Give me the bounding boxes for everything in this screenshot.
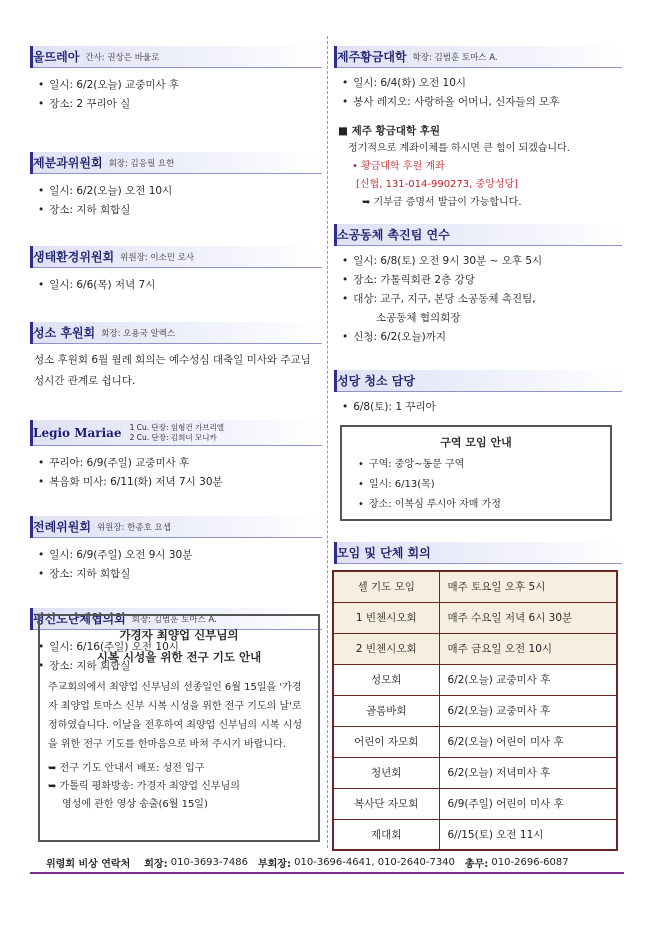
- section-title: 성당 청소 담당: [337, 374, 415, 388]
- footer-label: 위령회 비상 연락처: [46, 858, 131, 870]
- table-row: [333, 788, 617, 819]
- section-header: [334, 542, 622, 564]
- meeting-time: 6//15(토) 오전 11시: [439, 819, 617, 850]
- section-title: 성소 후원회: [33, 326, 96, 340]
- list-item: • 대상: 교구, 지구, 본당 소공동체 촉진팀,: [342, 290, 622, 309]
- prayer-note-2: ➥ 가톨릭 평화방송: 가경자 최양업 신부님의: [48, 781, 240, 792]
- footer-key-1: 회장:: [144, 858, 168, 870]
- meeting-name: 2 빈첸시오회: [333, 633, 439, 664]
- list-item: • 일시: 6/2(오늘) 오전 10시: [38, 182, 322, 201]
- section-title: 생태환경위원회: [33, 250, 115, 264]
- meeting-name: 성모회: [333, 664, 439, 695]
- footer-value-3: 010-2696-6087: [491, 856, 569, 868]
- table-row: [333, 695, 617, 726]
- meeting-time: 매주 수요일 저녁 6시 30분: [439, 602, 617, 633]
- prayer-title-1: 가경자 최양업 신부님의: [119, 628, 239, 642]
- section-header: [30, 152, 322, 174]
- meeting-name: 셀 기도 모임: [333, 571, 439, 602]
- meeting-time: 매주 금요일 오전 10시: [439, 633, 617, 664]
- legio-leader-1: 1 Cu. 단장: 임형건 가브리엘: [129, 422, 224, 432]
- section-title: 평신도단체협의회: [33, 612, 126, 626]
- section-header: [334, 224, 622, 246]
- right-column: [334, 46, 622, 417]
- meeting-time: 6/2(오늘) 교중미사 후: [439, 664, 617, 695]
- list-item: • 일시: 6/9(주일) 오전 9시 30분: [38, 546, 322, 565]
- section-header: [30, 46, 322, 68]
- meeting-name: 어린이 자모회: [333, 726, 439, 757]
- section-title: 전례위원회: [33, 520, 91, 534]
- section-title: 제주황금대학: [337, 50, 407, 64]
- section-title: 모임 및 단체 회의: [337, 546, 431, 560]
- list-item: • 장소: 지하 회합실: [38, 565, 322, 584]
- support-line-1: 정기적으로 계좌이체를 하시면 큰 힘이 되겠습니다.: [348, 143, 570, 154]
- section-header: [334, 370, 622, 392]
- legio-leaders: [130, 423, 224, 443]
- meeting-time: 6/2(오늘) 저녁미사 후: [439, 757, 617, 788]
- list-item: • 장소: 지하 회합실: [38, 201, 322, 220]
- section-header: [30, 420, 322, 446]
- list-item: • 꾸리아: 6/9(주일) 교중미사 후: [38, 454, 322, 473]
- meeting-time: 6/2(오늘) 어린이 미사 후: [439, 726, 617, 757]
- section-committee-1: [30, 152, 322, 224]
- section-ultreya: [30, 46, 322, 126]
- support-notice: [334, 112, 622, 224]
- support-line-4: ➥ 기부금 증명서 발급이 가능합니다.: [362, 197, 522, 208]
- list-item: • 6/8(토): 1 꾸리아: [342, 398, 622, 417]
- section-liturgy: [30, 516, 322, 588]
- meeting-name: 골롬바회: [333, 695, 439, 726]
- table-row: [333, 664, 617, 695]
- section-subtitle: 위원장: 한종호 요셉: [96, 522, 171, 533]
- section-header: [334, 46, 622, 68]
- prayer-paragraph: 주교회의에서 최양업 신부님의 선종일인 6월 15일을 '가경자 최양업 토마스 신부 시복 시성을 위한 전구 기도의 날'로 정하였습니다. 이날을 전후하여 최양업 신부님의 시복 시성을 위한 전구 기도를 한마음으로 바쳐 주시기 바랍니다.: [48, 682, 303, 750]
- section-subtitle: 회장: 오용국 알렉스: [101, 328, 176, 339]
- table-row: [333, 819, 617, 850]
- list-item: • 구역: 중앙~동문 구역: [358, 455, 600, 475]
- meeting-time: 6/2(오늘) 교중미사 후: [439, 695, 617, 726]
- section-paragraph: 성소 후원회 6월 월례 회의는 예수성심 대축일 미사와 주교님 성시간 관계로 쉽니다.: [34, 354, 311, 387]
- section-subtitle: 회장: 김응필 요한: [108, 158, 175, 169]
- zone-meeting-box: [340, 425, 612, 521]
- footer-key-2: 부회장:: [257, 858, 291, 870]
- prayer-note-3: 영성에 관한 영상 송출(6월 15일): [62, 799, 208, 810]
- list-item: • 장소: 2 꾸리아 실: [38, 95, 322, 114]
- list-item: • 장소: 지하 회합실: [38, 657, 322, 676]
- section-header: [30, 246, 322, 268]
- left-column: [30, 46, 322, 676]
- support-account-label: • 황금대학 후원 계좌: [352, 161, 445, 172]
- prayer-note-1: ➥ 전구 기도 안내서 배포: 성전 입구: [48, 763, 205, 774]
- legio-leader-2: 2 Cu. 단장: 김희녀 모니카: [129, 432, 217, 442]
- list-item: • 일시: 6/2(오늘) 교중미사 후: [38, 76, 322, 95]
- meeting-name: 제대회: [333, 819, 439, 850]
- column-divider: [327, 36, 328, 848]
- meeting-name: 복사단 자모회: [333, 788, 439, 819]
- list-item: • 봉사 레지오: 사랑하올 어머니, 신자들의 모후: [342, 93, 622, 112]
- list-item: • 일시: 6/4(화) 오전 10시: [342, 74, 622, 93]
- table-row: [333, 602, 617, 633]
- footer-key-3: 총무:: [464, 858, 489, 870]
- section-ecology: [30, 246, 322, 302]
- section-title: 울뜨레아: [33, 50, 80, 64]
- section-cleaning: [334, 370, 622, 417]
- section-subtitle: 간사: 권상은 바울로: [85, 52, 160, 63]
- support-account: [신협, 131-014-990273, 중앙성당]: [356, 179, 519, 190]
- section-title: 소공동체 촉진팀 연수: [337, 228, 450, 242]
- footer-value-2: 010-3696-4641, 010-2640-7340: [294, 856, 455, 868]
- section-vocation: [30, 322, 322, 398]
- table-row: [333, 633, 617, 664]
- section-legio: [30, 420, 322, 496]
- support-title: ■ 제주 황금대학 후원: [338, 125, 441, 137]
- list-item: • 일시: 6/8(토) 오전 9시 30분 ~ 오후 5시: [342, 252, 622, 271]
- list-item: • 일시: 6/13(목): [358, 475, 600, 495]
- section-title: Legio Mariae: [33, 425, 122, 440]
- zone-title: 구역 모임 안내: [440, 436, 512, 449]
- section-meetings: [334, 542, 622, 564]
- table-row: [333, 571, 617, 602]
- meeting-time: 6/9(주일) 어린이 미사 후: [439, 788, 617, 819]
- meeting-name: 1 빈첸시오회: [333, 602, 439, 633]
- section-header: [30, 322, 322, 344]
- list-item: • 장소: 가톨릭회관 2층 강당: [342, 271, 622, 290]
- section-subtitle: 회장: 김범훈 토마스 A.: [131, 614, 217, 625]
- list-item: • 일시: 6/6(목) 저녁 7시: [38, 276, 322, 295]
- section-golden-college: [334, 46, 622, 112]
- section-title: 제분과위원회: [33, 156, 103, 170]
- table-row: [333, 757, 617, 788]
- meeting-name: 청년회: [333, 757, 439, 788]
- table-row: [333, 726, 617, 757]
- section-header: [30, 516, 322, 538]
- prayer-notice-box: [38, 614, 320, 842]
- prayer-title-2: 시복 시성을 위한 전구 기도 안내: [96, 650, 262, 664]
- meetings-table: [332, 570, 618, 851]
- section-subtitle: 학장: 김범훈 토마스 A.: [412, 52, 498, 63]
- list-item-indent: 소공동체 협의회장: [376, 312, 461, 324]
- list-item: • 복음화 미사: 6/11(화) 저녁 7시 30분: [38, 473, 322, 492]
- list-item: • 일시: 6/16(주일) 오전 10시: [38, 638, 322, 657]
- list-item: • 신청: 6/2(오늘)까지: [342, 328, 622, 347]
- footer-contacts: [30, 852, 624, 874]
- meeting-time: 매주 토요일 오후 5시: [439, 571, 617, 602]
- section-subtitle: 위원장: 이소민 로사: [120, 252, 195, 263]
- footer-value-1: 010-3693-7486: [170, 856, 248, 868]
- section-small-community: [334, 224, 622, 370]
- list-item: • 장소: 이복심 루시아 자매 가정: [358, 495, 600, 515]
